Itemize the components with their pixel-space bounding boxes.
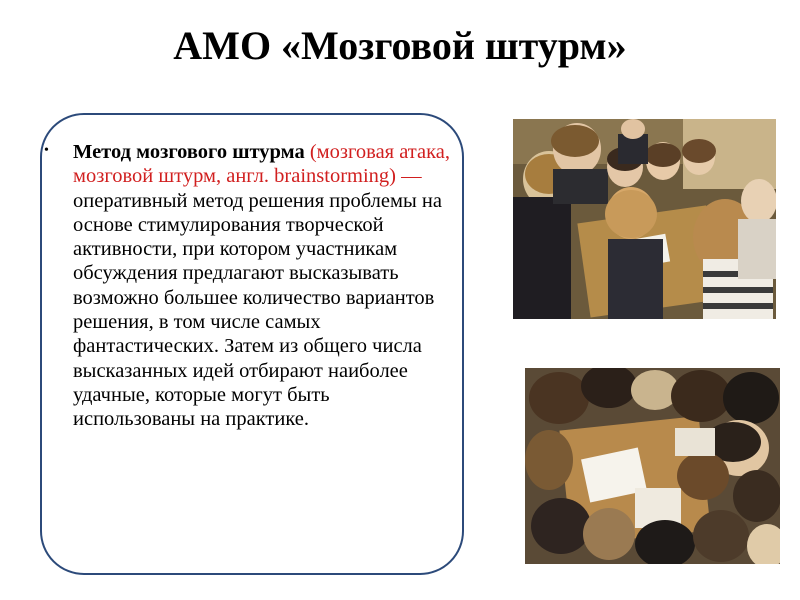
definition-alt-names: (мозговая атака, мозговой штурм, англ. brainstorming) —: [73, 141, 450, 188]
definition-paragraph: [73, 140, 455, 432]
students-around-table-photo: [513, 119, 776, 319]
definition-body: оперативный метод решения проблемы на основе стимулирования творческой активности, при котором участникам обсуждения предлагают высказывать возможно большее количество вариантов решения, в том числе самых фантастических. Затем из общего числа высказанных идей отбирают наиболее удачные, которые могут быть использованы на практике.: [73, 189, 442, 431]
definition-term: Метод мозгового штурма: [73, 141, 305, 163]
slide-title: АМО «Мозговой штурм»: [173, 23, 627, 68]
students-overhead-photo: [525, 368, 780, 564]
bullet-icon: •: [44, 143, 49, 158]
